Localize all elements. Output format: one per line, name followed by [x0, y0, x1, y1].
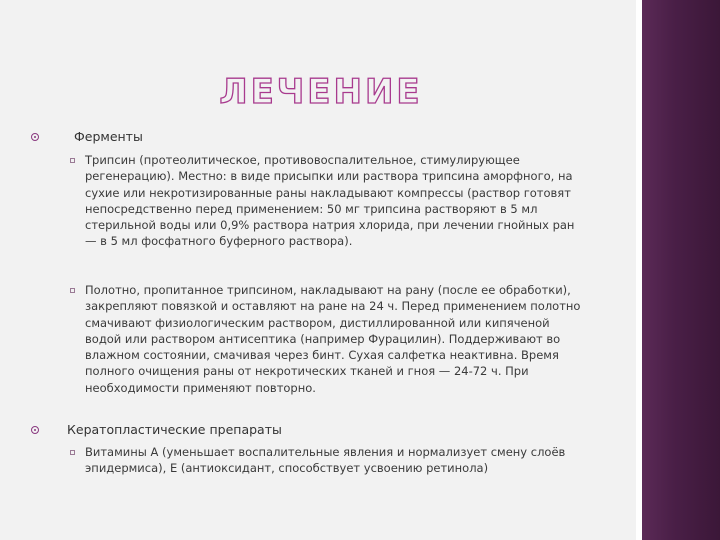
list-item-vitamins: Витамины А (уменьшает воспалительные явления и нормализует смену слоёв эпидермиса), Е (антиоксидант, способствует усвоению ретинола) — [85, 445, 566, 476]
slide-title: ЛЕЧЕНИЕ — [219, 72, 423, 112]
list-item-trypsin: Трипсин (протеолитическое, противовоспалительное, стимулирующее регенерацию). Местно: в виде присыпки или раствора трипсина аморфного, на сухие или некротизированные раны накладывают компрессы (раствор готовят непосредственно перед применением: 50 мг трипсина растворяют в 5 мл стерильной воды или 0,9% раствора натрия хлорида, при лечении гнойных ран — в 5 мл фосфатного буферного раствора). — [85, 153, 575, 249]
section-heading-enzymes: Ферменты — [74, 129, 143, 144]
square-bullet-icon — [70, 450, 75, 455]
bullet-icon — [31, 133, 39, 141]
list-item-trypsin-cloth: Полотно, пропитанное трипсином, накладывают на рану (после ее обработки), закрепляют повязкой и оставляют на ране на 24 ч. Перед применением полотно смачивают физиологическим раствором, дистиллированной или кипяченой водой или раствором антисептика (например Фурацилин). Поддерживают во влажном состоянии, смачивая через бинт. Сухая салфетка неактивна. Время полного очищения раны от некротических тканей и гноя — 24-72 ч. При необходимости применяют повторно. — [85, 283, 581, 395]
decorative-sidebar — [642, 0, 720, 540]
square-bullet-icon — [70, 158, 75, 163]
bullet-icon — [31, 426, 39, 434]
square-bullet-icon — [70, 288, 75, 293]
section-heading-keratoplastic: Кератопластические препараты — [67, 422, 282, 437]
